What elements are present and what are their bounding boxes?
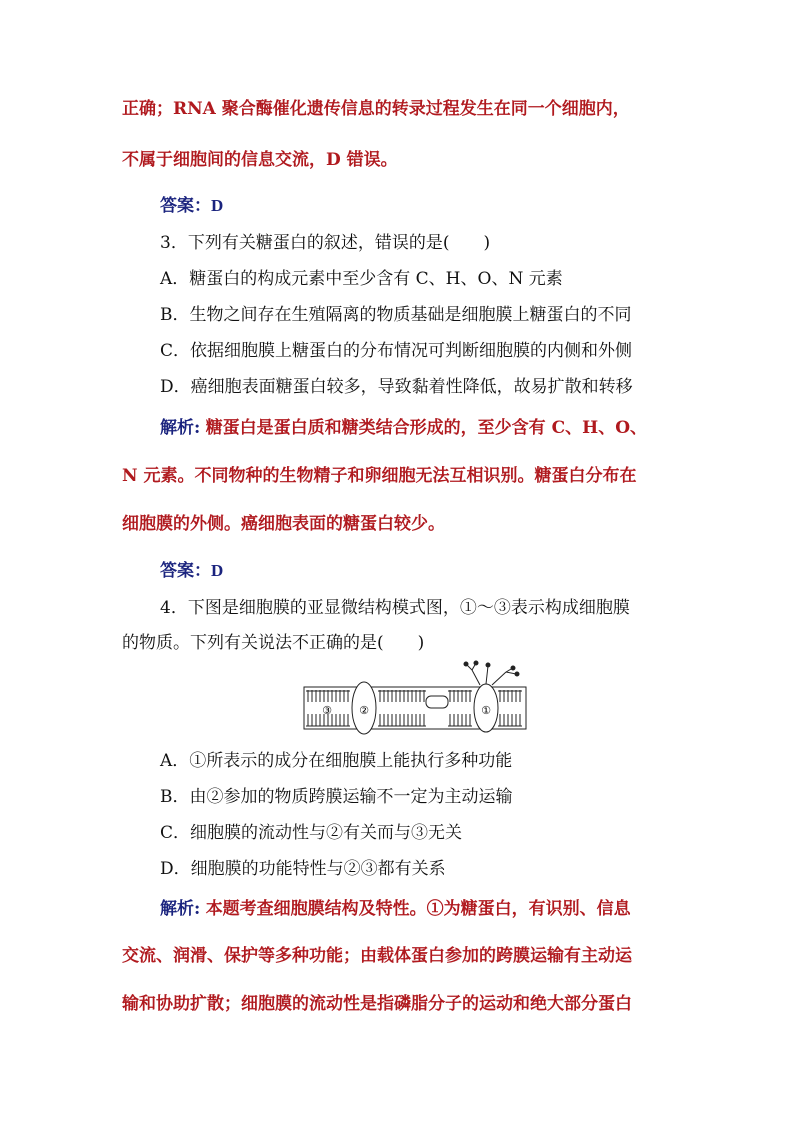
q3-answer-label: 答案：: [160, 561, 211, 581]
answer-value: D: [211, 196, 224, 215]
q4-option-a: A．①所表示的成分在细胞膜上能执行多种功能: [160, 751, 513, 771]
answer-2: [160, 195, 223, 217]
q3-analysis-line-2: N 元素。不同物种的生物精子和卵细胞无法互相识别。糖蛋白分布在: [122, 466, 637, 486]
q3-analysis-label: 解析:: [160, 418, 201, 438]
q4-stem-line-1: 4．下图是细胞膜的亚显微结构模式图，①～③表示构成细胞膜: [160, 598, 630, 618]
figure-label-3: ③: [322, 704, 332, 717]
q3-answer-value: D: [211, 561, 224, 580]
continuation-line-2: 不属于细胞间的信息交流，D 错误。: [122, 150, 398, 170]
figure-label-2: ②: [359, 704, 369, 717]
q4-stem-line-2: 的物质。下列有关说法不正确的是( ): [122, 633, 425, 653]
q4-analysis-line-2: 交流、润滑、保护等多种功能；由载体蛋白参加的跨膜运输有主动运: [122, 946, 632, 966]
q3-answer: [160, 560, 223, 582]
q3-analysis-line-3: 细胞膜的外侧。癌细胞表面的糖蛋白较少。: [122, 514, 445, 534]
q4-analysis-line-3: 输和协助扩散；细胞膜的流动性是指磷脂分子的运动和绝大部分蛋白: [122, 994, 632, 1014]
q4-option-b: B．由②参加的物质跨膜运输不一定为主动运输: [160, 787, 513, 807]
q3-analysis-line-1: [160, 417, 647, 439]
q3-option-b: B．生物之间存在生殖隔离的物质基础是细胞膜上糖蛋白的不同: [160, 305, 632, 325]
q4-analysis-label: 解析:: [160, 899, 201, 919]
q3-option-d: D．癌细胞表面糖蛋白较多，导致黏着性降低，故易扩散和转移: [160, 377, 633, 397]
continuation-line-1: 正确；RNA 聚合酶催化遗传信息的转录过程发生在同一个细胞内，: [122, 99, 630, 119]
q3-stem: 3．下列有关糖蛋白的叙述，错误的是( ): [160, 233, 491, 253]
q4-analysis-text-1: 本题考查细胞膜结构及特性。①为糖蛋白，有识别、信息: [205, 899, 631, 919]
q3-analysis-text-1: 糖蛋白是蛋白质和糖类结合形成的，至少含有 C、H、O、: [205, 418, 648, 438]
figure-label-1: ①: [481, 704, 491, 717]
answer-label: 答案：: [160, 196, 211, 216]
membrane-diagram: [300, 660, 530, 738]
q4-option-c: C．细胞膜的流动性与②有关而与③无关: [160, 823, 463, 843]
q4-option-d: D．细胞膜的功能特性与②③都有关系: [160, 859, 446, 879]
q4-analysis-line-1: [160, 898, 631, 920]
q3-option-a: A．糖蛋白的构成元素中至少含有 C、H、O、N 元素: [160, 269, 563, 289]
q3-option-c: C．依据细胞膜上糖蛋白的分布情况可判断细胞膜的内侧和外侧: [160, 341, 633, 361]
